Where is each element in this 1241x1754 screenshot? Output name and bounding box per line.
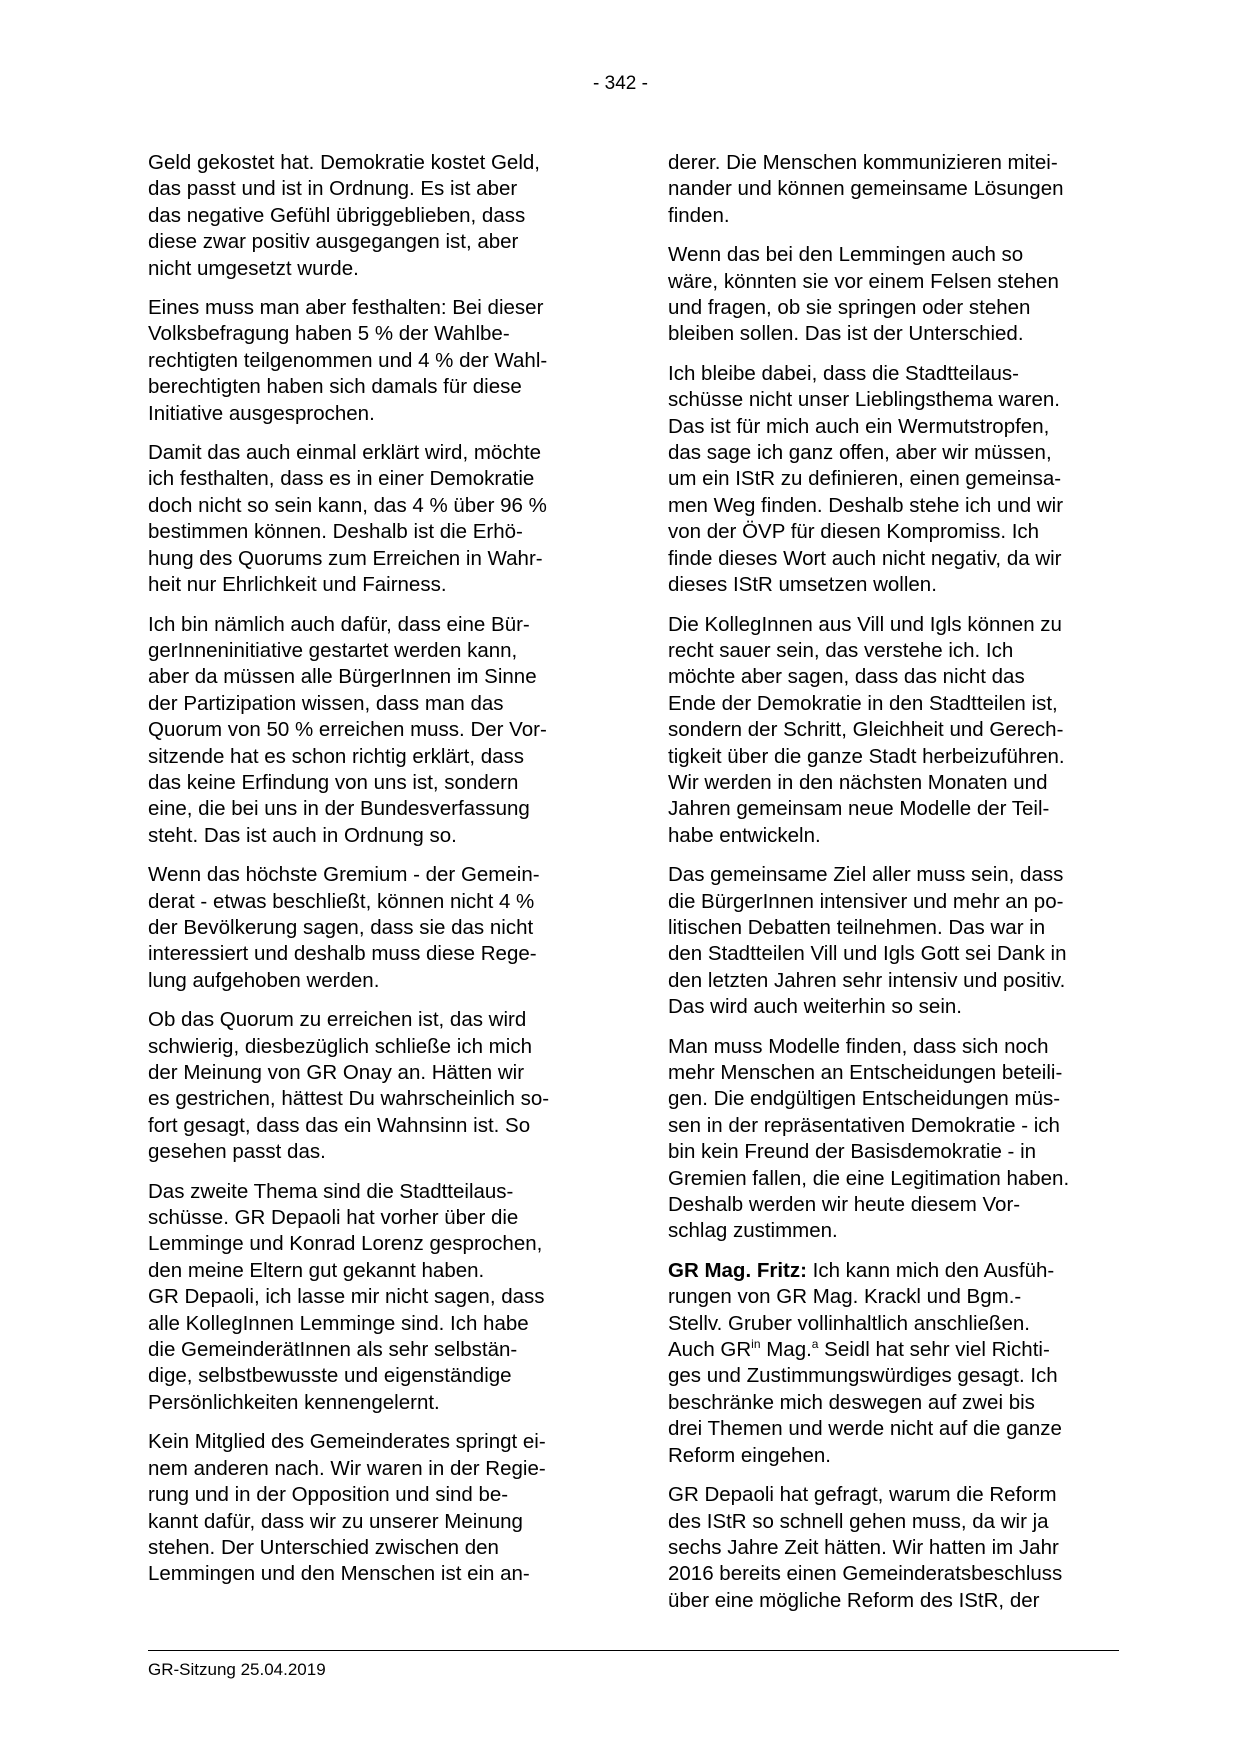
text-line: um ein IStR zu definieren, einen gemeinsa- (668, 467, 1062, 491)
text-line: bleiben sollen. Das ist der Unterschied. (668, 322, 1024, 346)
text-line: Das wird auch weiterhin so sein. (668, 995, 962, 1019)
text-line: sitzende hat es schon richtig erklärt, dass (148, 744, 525, 768)
text-line: aber da müssen alle BürgerInnen im Sinne (148, 665, 537, 689)
text-line: das negative Gefühl übriggeblieben, dass (148, 203, 526, 227)
paragraph-fritz (668, 1258, 1118, 1469)
paragraph (668, 150, 1118, 229)
text-line: men Weg finden. Deshalb stehe ich und wir (668, 493, 1064, 517)
footer-divider (148, 1650, 1119, 1651)
text-line: Kein Mitglied des Gemeinderates springt ei- (148, 1430, 546, 1454)
text-line: wäre, könnten sie vor einem Felsen stehen (668, 269, 1059, 293)
text-line: Die KollegInnen aus Vill und Igls können zu (668, 612, 1062, 636)
text-line: Volksbefragung haben 5 % der Wahlbe- (148, 322, 510, 346)
text-line: Quorum von 50 % erreichen muss. Der Vor- (148, 718, 547, 742)
text-line: Das zweite Thema sind die Stadtteilaus- (148, 1179, 514, 1203)
superscript: a (811, 1337, 819, 1352)
superscript: in (751, 1337, 761, 1352)
text-line: schlag zustimmen. (668, 1219, 838, 1243)
text-line: Gremien fallen, die eine Legitimation haben. (668, 1166, 1070, 1190)
paragraph (148, 1179, 598, 1417)
text-line: schüsse nicht unser Lieblingsthema waren. (668, 388, 1060, 412)
text-line: nicht umgesetzt wurde. (148, 256, 359, 280)
text-line: litischen Debatten teilnehmen. Das war in (668, 915, 1046, 939)
text-line: GR Depaoli, ich lasse mir nicht sagen, dass (148, 1285, 545, 1309)
text-line: Wenn das bei den Lemmingen auch so (668, 243, 1024, 267)
text-line: Man muss Modelle finden, dass sich noch (668, 1034, 1049, 1058)
paragraph (148, 150, 598, 282)
text-line: gesehen passt das. (148, 1140, 326, 1164)
text-line: berechtigten haben sich damals für diese (148, 375, 522, 399)
text-line: rungen von GR Mag. Krackl und Bgm.- (668, 1285, 1022, 1309)
text-line: derer. Die Menschen kommunizieren mitei- (668, 151, 1058, 174)
text-line: gerInneninitiative gestartet werden kann, (148, 638, 518, 662)
text-line: habe entwickeln. (668, 823, 821, 847)
text-segment: Seidl hat sehr viel Richti- (818, 1338, 1050, 1362)
paragraph (668, 242, 1118, 348)
text-line: nem anderen nach. Wir waren in der Regie- (148, 1456, 546, 1480)
text-line: sechs Jahre Zeit hätten. Wir hatten im Jahr (668, 1535, 1059, 1559)
text-line: das passt und ist in Ordnung. Es ist aber (148, 177, 518, 201)
text-line: das sage ich ganz offen, aber wir müssen, (668, 441, 1052, 465)
text-line: kannt dafür, dass wir zu unserer Meinung (148, 1509, 523, 1533)
paragraph (668, 1034, 1118, 1245)
text-line: heit nur Ehrlichkeit und Fairness. (148, 573, 447, 597)
text-segment: Ich kann mich den Ausfüh- (806, 1258, 1055, 1282)
text-line: gen. Die endgültigen Entscheidungen müs- (668, 1087, 1061, 1111)
text-line: stehen. Der Unterschied zwischen den (148, 1535, 499, 1559)
text-line: über eine mögliche Reform des IStR, der (668, 1588, 1040, 1612)
text-line: des IStR so schnell gehen muss, da wir ja (668, 1509, 1049, 1533)
text-line: Das gemeinsame Ziel aller muss sein, dass (668, 863, 1064, 887)
text-line: sondern der Schritt, Gleichheit und Gerech- (668, 718, 1064, 742)
text-line: Geld gekostet hat. Demokratie kostet Geld, (148, 151, 540, 174)
text-line: Ich bin nämlich auch dafür, dass eine Bür- (148, 612, 530, 636)
text-line: doch nicht so sein kann, das 4 % über 96 % (148, 493, 547, 517)
paragraph (668, 612, 1118, 850)
text-line: Ende der Demokratie in den Stadtteilen ist, (668, 691, 1058, 715)
text-line: mehr Menschen an Entscheidungen beteili- (668, 1061, 1063, 1084)
text-line: den meine Eltern gut gekannt haben. (148, 1258, 485, 1282)
text-line: tigkeit über die ganze Stadt herbeizuführen. (668, 744, 1065, 768)
paragraph (668, 361, 1118, 599)
text-line: alle KollegInnen Lemminge sind. Ich habe (148, 1311, 529, 1335)
text-line: Ich bleibe dabei, dass die Stadtteilaus- (668, 361, 1020, 385)
text-line: Lemmingen und den Menschen ist ein an- (148, 1562, 530, 1586)
text-line: diese zwar positiv ausgegangen ist, aber (148, 230, 519, 254)
text-segment: Auch GR (668, 1338, 752, 1362)
text-line: Deshalb werden wir heute diesem Vor- (668, 1193, 1021, 1217)
text-line (668, 1337, 1118, 1363)
right-column (668, 150, 1118, 1627)
paragraph (148, 295, 598, 427)
text-line: bin kein Freund der Basisdemokratie - in (668, 1140, 1037, 1164)
text-line: derat - etwas beschließt, können nicht 4 % (148, 889, 535, 913)
text-line: Reform eingehen. (668, 1443, 831, 1467)
paragraph (668, 862, 1118, 1020)
text-line: Persönlichkeiten kennengelernt. (148, 1390, 440, 1414)
text-line: fort gesagt, dass das ein Wahnsinn ist. So (148, 1113, 531, 1137)
paragraph (148, 1429, 598, 1587)
footer-session-date: GR-Sitzung 25.04.2019 (148, 1660, 326, 1679)
text-line: Eines muss man aber festhalten: Bei dieser (148, 296, 544, 320)
text-line: bestimmen können. Deshalb ist die Erhö- (148, 520, 523, 544)
text-line: steht. Das ist auch in Ordnung so. (148, 823, 457, 847)
page-number: - 342 - (593, 73, 648, 94)
text-line: Jahren gemeinsam neue Modelle der Teil- (668, 797, 1050, 821)
text-line: lung aufgehoben werden. (148, 968, 380, 992)
text-line: ich festhalten, dass es in einer Demokratie (148, 467, 535, 491)
text-line: die BürgerInnen intensiver und mehr an po- (668, 889, 1064, 913)
text-line: ges und Zustimmungswürdiges gesagt. Ich (668, 1364, 1058, 1388)
text-line: der Bevölkerung sagen, dass sie das nicht (148, 915, 534, 939)
text-line: von der ÖVP für diesen Kompromiss. Ich (668, 520, 1040, 544)
text-line: nander und können gemeinsame Lösungen (668, 177, 1064, 201)
text-line: rung und in der Opposition und sind be- (148, 1483, 509, 1507)
text-line: der Partizipation wissen, dass man das (148, 691, 504, 715)
text-line: schüsse. GR Depaoli hat vorher über die (148, 1206, 519, 1230)
text-line: Wir werden in den nächsten Monaten und (668, 770, 1048, 794)
text-line: die GemeinderätInnen als sehr selbstän- (148, 1338, 518, 1362)
text-line: das keine Erfindung von uns ist, sondern (148, 770, 519, 794)
text-line: 2016 bereits einen Gemeinderatsbeschluss (668, 1562, 1063, 1586)
text-line: interessiert und deshalb muss diese Rege- (148, 942, 537, 966)
text-line: beschränke mich deswegen auf zwei bis (668, 1390, 1035, 1414)
text-line: eine, die bei uns in der Bundesverfassung (148, 797, 530, 821)
text-line: Stellv. Gruber vollinhaltlich anschließen. (668, 1311, 1030, 1335)
text-line: und fragen, ob sie springen oder stehen (668, 296, 1031, 320)
text-line: Das ist für mich auch ein Wermutstropfen, (668, 414, 1050, 438)
text-line: recht sauer sein, das verstehe ich. Ich (668, 638, 1014, 662)
text-line: GR Depaoli hat gefragt, warum die Reform (668, 1483, 1057, 1507)
text-line: schwierig, diesbezüglich schließe ich mich (148, 1034, 532, 1058)
paragraph (148, 612, 598, 850)
text-line: Ob das Quorum zu erreichen ist, das wird (148, 1008, 527, 1032)
left-column (148, 150, 598, 1601)
text-line: den Stadtteilen Vill und Igls Gott sei Dank in (668, 942, 1067, 966)
text-line (668, 1258, 1118, 1284)
paragraph (148, 440, 598, 598)
text-line: Lemminge und Konrad Lorenz gesprochen, (148, 1232, 543, 1256)
text-line: rechtigten teilgenommen und 4 % der Wahl- (148, 348, 548, 372)
text-line: finden. (668, 203, 730, 227)
paragraph (148, 1007, 598, 1165)
text-line: finde dieses Wort auch nicht negativ, da wir (668, 546, 1062, 570)
text-line: drei Themen und werde nicht auf die ganze (668, 1417, 1062, 1441)
text-line: Initiative ausgesprochen. (148, 401, 375, 425)
speaker-name: GR Mag. Fritz: (668, 1258, 807, 1282)
text-line: den letzten Jahren sehr intensiv und positiv. (668, 968, 1066, 992)
paragraph (148, 862, 598, 994)
text-segment: Mag. (760, 1338, 812, 1362)
text-line: hung des Quorums zum Erreichen in Wahr- (148, 546, 543, 570)
text-line: Damit das auch einmal erklärt wird, möchte (148, 441, 542, 465)
text-line: der Meinung von GR Onay an. Hätten wir (148, 1061, 525, 1084)
text-line: dieses IStR umsetzen wollen. (668, 573, 937, 597)
text-line: möchte aber sagen, dass das nicht das (668, 665, 1025, 689)
text-line: dige, selbstbewusste und eigenständige (148, 1364, 512, 1388)
text-line: Wenn das höchste Gremium - der Gemein- (148, 863, 540, 887)
paragraph (668, 1482, 1118, 1614)
text-line: es gestrichen, hättest Du wahrscheinlich so- (148, 1087, 550, 1111)
text-line: sen in der repräsentativen Demokratie - ich (668, 1113, 1060, 1137)
